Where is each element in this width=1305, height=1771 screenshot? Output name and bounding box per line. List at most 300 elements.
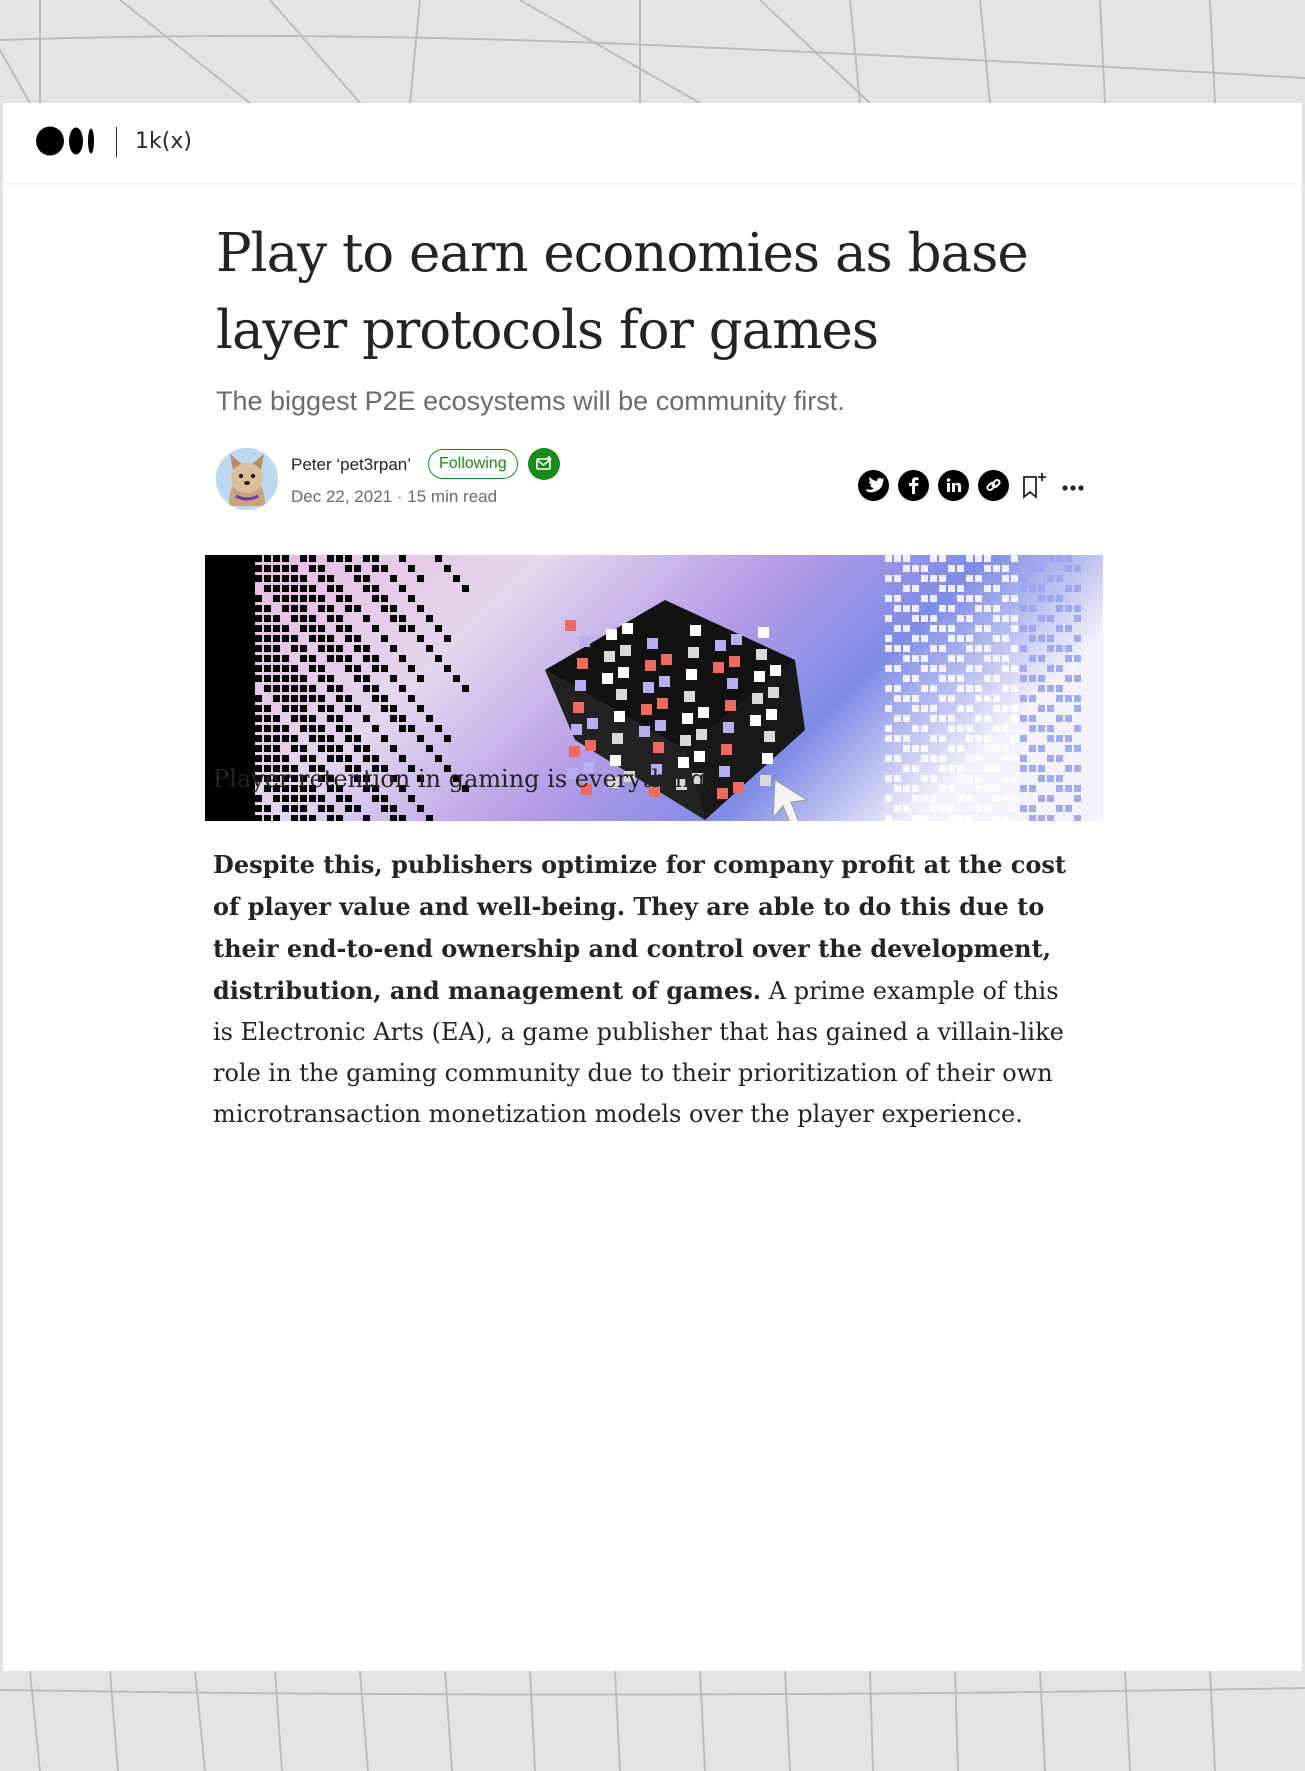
pixel-block xyxy=(273,685,280,692)
pixel-block xyxy=(1056,595,1063,602)
cube-pixel xyxy=(684,691,695,702)
pixel-block xyxy=(930,555,937,562)
pixel-block xyxy=(1065,565,1072,572)
medium-logo-icon[interactable] xyxy=(36,126,102,156)
pixel-block xyxy=(354,745,361,752)
pixel-block xyxy=(336,585,343,592)
pixel-block xyxy=(903,715,910,722)
pixel-block xyxy=(894,695,901,702)
pixel-block xyxy=(327,735,334,742)
pixel-block xyxy=(1038,725,1045,732)
pixel-block xyxy=(336,555,343,562)
pixel-block xyxy=(939,735,946,742)
pixel-block xyxy=(1011,555,1018,562)
pixel-block xyxy=(381,665,388,672)
cube-pixel xyxy=(571,724,582,735)
pixel-block xyxy=(309,565,316,572)
pixel-block xyxy=(966,815,973,821)
pixel-block xyxy=(1056,555,1063,562)
pixel-block xyxy=(1020,625,1027,632)
pixel-block xyxy=(1011,595,1018,602)
pixel-block xyxy=(273,725,280,732)
pixel-block xyxy=(957,565,964,572)
pixel-block xyxy=(939,575,946,582)
pixel-block xyxy=(1038,565,1045,572)
pixel-block xyxy=(948,805,955,812)
pixel-block xyxy=(390,675,397,682)
pixel-block xyxy=(255,745,262,752)
pixel-block xyxy=(894,735,901,742)
cube-pixel xyxy=(723,722,734,733)
pixel-block xyxy=(1011,685,1018,692)
pixel-block xyxy=(1047,725,1054,732)
pixel-block xyxy=(1011,625,1018,632)
facebook-icon[interactable] xyxy=(898,470,929,501)
pixel-block xyxy=(885,615,892,622)
pixel-block xyxy=(948,605,955,612)
pixel-block xyxy=(327,685,334,692)
pixel-block xyxy=(993,655,1000,662)
pixel-block xyxy=(1074,615,1081,622)
pixel-block xyxy=(390,815,397,821)
pixel-block xyxy=(264,675,271,682)
pixel-block xyxy=(255,615,262,622)
pixel-block xyxy=(291,595,298,602)
cube-pixel xyxy=(715,640,726,651)
pixel-block xyxy=(939,645,946,652)
pixel-block xyxy=(372,725,379,732)
pixel-block xyxy=(1038,615,1045,622)
pixel-block xyxy=(966,555,973,562)
pixel-block xyxy=(894,575,901,582)
pixel-block xyxy=(336,695,343,702)
pixel-block xyxy=(417,705,424,712)
pixel-block xyxy=(408,595,415,602)
cube-pixel xyxy=(727,678,738,689)
pixel-block xyxy=(930,715,937,722)
pixel-block xyxy=(309,555,316,562)
pixel-block xyxy=(345,735,352,742)
twitter-icon[interactable] xyxy=(858,470,889,501)
pixel-block xyxy=(426,615,433,622)
pixel-block xyxy=(309,715,316,722)
pixel-block xyxy=(921,635,928,642)
pixel-block xyxy=(894,685,901,692)
pixel-block xyxy=(318,725,325,732)
pixel-block xyxy=(282,555,289,562)
avatar[interactable] xyxy=(216,448,278,510)
pixel-block xyxy=(957,635,964,642)
pixel-block xyxy=(1056,685,1063,692)
pixel-block xyxy=(1074,565,1081,572)
pixel-block xyxy=(273,815,280,821)
paragraph-1: Player retention in gaming is everything. xyxy=(213,765,713,793)
pixel-block xyxy=(273,655,280,662)
pixel-block xyxy=(993,635,1000,642)
pixel-block xyxy=(300,655,307,662)
pixel-block xyxy=(282,695,289,702)
pixel-block xyxy=(894,625,901,632)
pixel-block xyxy=(291,565,298,572)
pixel-block xyxy=(255,665,262,672)
pixel-block xyxy=(363,615,370,622)
pixel-block xyxy=(435,725,442,732)
pixel-block xyxy=(975,695,982,702)
pixel-block xyxy=(291,615,298,622)
pixel-block xyxy=(372,565,379,572)
cube-pixel xyxy=(682,713,693,724)
pixel-block xyxy=(903,695,910,702)
pixel-block xyxy=(345,655,352,662)
pixel-block xyxy=(1047,575,1054,582)
pixel-block xyxy=(264,805,271,812)
more-options-icon[interactable] xyxy=(1061,484,1085,492)
pixel-block xyxy=(1056,665,1063,672)
pixel-block xyxy=(1065,605,1072,612)
pixel-block xyxy=(417,675,424,682)
mail-plus-icon xyxy=(528,448,560,480)
pixel-block xyxy=(363,715,370,722)
pixel-block xyxy=(993,615,1000,622)
pixel-block xyxy=(1074,605,1081,612)
cube-pixel xyxy=(645,660,656,671)
pixel-block xyxy=(1038,635,1045,642)
pixel-block xyxy=(273,555,280,562)
pixel-block xyxy=(939,585,946,592)
article-meta xyxy=(291,487,497,507)
pixel-block xyxy=(300,725,307,732)
cube-pixel xyxy=(686,669,697,680)
pixel-block xyxy=(309,695,316,702)
pixel-block xyxy=(408,625,415,632)
pixel-block xyxy=(903,645,910,652)
pixel-block xyxy=(912,635,919,642)
pixel-block xyxy=(1047,555,1054,562)
pixel-block xyxy=(966,735,973,742)
pixel-block xyxy=(417,735,424,742)
pixel-block xyxy=(885,725,892,732)
pixel-block xyxy=(966,705,973,712)
cube-pixel xyxy=(752,693,763,704)
pixel-block xyxy=(255,625,262,632)
pixel-block xyxy=(975,575,982,582)
pixel-block xyxy=(264,725,271,732)
cube-pixel xyxy=(653,742,664,753)
pixel-block xyxy=(354,565,361,572)
pixel-block xyxy=(975,735,982,742)
pixel-block xyxy=(282,625,289,632)
pixel-block xyxy=(1029,625,1036,632)
link-icon[interactable] xyxy=(978,470,1009,501)
pixel-block xyxy=(993,745,1000,752)
pixel-block xyxy=(255,805,262,812)
pixel-block xyxy=(273,575,280,582)
pixel-block xyxy=(399,625,406,632)
pixel-block xyxy=(399,715,406,722)
cube-pixel xyxy=(639,726,650,737)
pixel-block xyxy=(975,605,982,612)
cube-pixel xyxy=(647,638,658,649)
pixel-block xyxy=(894,555,901,562)
pixel-block xyxy=(408,665,415,672)
pixel-block xyxy=(1011,645,1018,652)
pixel-block xyxy=(264,685,271,692)
pixel-block xyxy=(318,745,325,752)
pixel-block xyxy=(930,705,937,712)
pixel-block xyxy=(966,595,973,602)
pixel-block xyxy=(327,815,334,821)
linkedin-icon[interactable] xyxy=(938,470,969,501)
pixel-block xyxy=(264,715,271,722)
pixel-block xyxy=(966,665,973,672)
pixel-block xyxy=(390,805,397,812)
pixel-block xyxy=(939,625,946,632)
pixel-block xyxy=(1065,805,1072,812)
cube-pixel xyxy=(770,665,781,676)
pixel-block xyxy=(453,675,460,682)
pixel-block xyxy=(921,575,928,582)
pixel-block xyxy=(912,815,919,821)
pixel-block xyxy=(1056,735,1063,742)
pixel-block xyxy=(1065,695,1072,702)
pixel-block xyxy=(318,665,325,672)
article-subtitle: The biggest P2E ecosystems will be community first. xyxy=(216,386,845,416)
pixel-block xyxy=(1056,625,1063,632)
pixel-block xyxy=(903,735,910,742)
pixel-block xyxy=(291,605,298,612)
pixel-block xyxy=(363,655,370,662)
pixel-block xyxy=(1002,745,1009,752)
cube-pixel xyxy=(764,731,775,742)
pixel-block xyxy=(309,725,316,732)
pixel-block xyxy=(255,595,262,602)
pixel-block xyxy=(984,645,991,652)
pixel-block xyxy=(948,565,955,572)
pixel-block xyxy=(975,805,982,812)
pixel-block xyxy=(336,745,343,752)
cube-pixel xyxy=(725,700,736,711)
pixel-block xyxy=(1074,705,1081,712)
pixel-block xyxy=(1011,805,1018,812)
pixel-block xyxy=(939,555,946,562)
pixel-block xyxy=(993,605,1000,612)
pixel-block xyxy=(381,635,388,642)
cube-pixel xyxy=(768,687,779,698)
pixel-block xyxy=(291,575,298,582)
pixel-block xyxy=(390,745,397,752)
pixel-block xyxy=(1002,655,1009,662)
pixel-block xyxy=(984,605,991,612)
pixel-block xyxy=(426,745,433,752)
publication-name[interactable]: 1k(x) xyxy=(135,129,192,154)
pixel-block xyxy=(273,635,280,642)
pixel-block xyxy=(291,635,298,642)
pixel-block xyxy=(912,705,919,712)
pixel-block xyxy=(1047,735,1054,742)
pixel-block xyxy=(354,705,361,712)
pixel-block xyxy=(1074,745,1081,752)
pixel-block xyxy=(894,605,901,612)
pixel-block xyxy=(354,635,361,642)
pixel-block xyxy=(1002,615,1009,622)
pixel-block xyxy=(435,655,442,662)
pixel-block xyxy=(372,695,379,702)
pixel-block xyxy=(417,575,424,582)
pixel-block xyxy=(300,685,307,692)
pixel-block xyxy=(885,705,892,712)
pixel-block xyxy=(354,605,361,612)
pixel-block xyxy=(1056,575,1063,582)
pixel-block xyxy=(993,725,1000,732)
pixel-block xyxy=(1038,815,1045,821)
pixel-block xyxy=(948,635,955,642)
pixel-block xyxy=(291,585,298,592)
pixel-block xyxy=(291,675,298,682)
pixel-block xyxy=(1002,815,1009,821)
pixel-block xyxy=(426,715,433,722)
pixel-block xyxy=(336,595,343,602)
pixel-block xyxy=(264,745,271,752)
pixel-block xyxy=(885,665,892,672)
pixel-block xyxy=(1002,685,1009,692)
pixel-block xyxy=(300,805,307,812)
pixel-block xyxy=(1065,745,1072,752)
pixel-block xyxy=(363,555,370,562)
pixel-block xyxy=(309,665,316,672)
pixel-block xyxy=(921,595,928,602)
pixel-block xyxy=(318,605,325,612)
pixel-block xyxy=(282,595,289,602)
pixel-block xyxy=(1029,725,1036,732)
pixel-block xyxy=(309,585,316,592)
pixel-block xyxy=(255,555,262,562)
pixel-block xyxy=(291,645,298,652)
cube-pixel xyxy=(604,651,615,662)
pixel-block xyxy=(948,655,955,662)
cube-pixel xyxy=(569,746,580,757)
pixel-block xyxy=(291,695,298,702)
pixel-block xyxy=(255,735,262,742)
pixel-block xyxy=(984,675,991,682)
pixel-block xyxy=(309,625,316,632)
pixel-block xyxy=(1029,565,1036,572)
cube-pixel xyxy=(579,636,590,647)
pixel-block xyxy=(327,575,334,582)
pixel-block xyxy=(381,595,388,602)
pixel-block xyxy=(372,665,379,672)
pixel-block xyxy=(930,625,937,632)
following-button[interactable]: Following xyxy=(428,449,518,479)
author-name[interactable]: Peter ‘pet3rpan’ xyxy=(291,455,412,474)
pixel-block xyxy=(1065,655,1072,662)
pixel-block xyxy=(327,655,334,662)
pixel-block xyxy=(372,625,379,632)
pixel-block xyxy=(273,625,280,632)
pixel-block xyxy=(930,735,937,742)
pixel-block xyxy=(1065,585,1072,592)
pixel-block xyxy=(984,735,991,742)
pixel-block xyxy=(435,555,442,562)
pixel-block xyxy=(444,735,451,742)
pixel-block xyxy=(291,685,298,692)
pixel-block xyxy=(273,595,280,602)
pixel-block xyxy=(291,745,298,752)
pixel-block xyxy=(318,625,325,632)
pixel-block xyxy=(1047,665,1054,672)
pixel-block xyxy=(399,725,406,732)
pixel-block xyxy=(264,735,271,742)
bookmark-add-icon[interactable] xyxy=(1021,472,1047,500)
pixel-block xyxy=(1020,805,1027,812)
pixel-block xyxy=(282,675,289,682)
pixel-block xyxy=(345,725,352,732)
pixel-block xyxy=(921,615,928,622)
cube-pixel xyxy=(618,667,629,678)
pixel-block xyxy=(903,655,910,662)
pixel-block xyxy=(1011,715,1018,722)
pixel-block xyxy=(390,615,397,622)
pixel-block xyxy=(984,695,991,702)
cube-pixel xyxy=(766,709,777,720)
pixel-block xyxy=(399,655,406,662)
cube-pixel xyxy=(577,658,588,669)
pixel-block xyxy=(336,615,343,622)
pixel-block xyxy=(282,635,289,642)
pixel-block xyxy=(273,715,280,722)
subscribe-button[interactable] xyxy=(528,448,560,480)
cube-pixel xyxy=(573,702,584,713)
pixel-block xyxy=(1002,705,1009,712)
pixel-block xyxy=(993,695,1000,702)
pixel-block xyxy=(327,635,334,642)
cube-pixel xyxy=(756,649,767,660)
pixel-block xyxy=(1020,675,1027,682)
pixel-block xyxy=(327,675,334,682)
pixel-block xyxy=(300,585,307,592)
pixel-block xyxy=(894,805,901,812)
pixel-block xyxy=(1065,715,1072,722)
pixel-block xyxy=(1029,805,1036,812)
pixel-block xyxy=(966,685,973,692)
pixel-block xyxy=(255,675,262,682)
pixel-block xyxy=(975,555,982,562)
pixel-block xyxy=(957,725,964,732)
pixel-block xyxy=(1065,645,1072,652)
paragraph-2 xyxy=(213,844,1083,1135)
pixel-block xyxy=(930,685,937,692)
pixel-block xyxy=(1065,675,1072,682)
pixel-block xyxy=(291,815,298,821)
pixel-block xyxy=(1065,735,1072,742)
cube-pixel xyxy=(612,733,623,744)
cube-pixel xyxy=(721,744,732,755)
pixel-block xyxy=(912,725,919,732)
pixel-block xyxy=(912,565,919,572)
pixel-block xyxy=(381,805,388,812)
pixel-block xyxy=(993,815,1000,821)
pixel-block xyxy=(1038,655,1045,662)
pixel-block xyxy=(1038,745,1045,752)
pixel-block xyxy=(984,805,991,812)
pixel-block xyxy=(309,735,316,742)
cube-pixel xyxy=(565,620,576,631)
pixel-block xyxy=(273,695,280,702)
pixel-block xyxy=(444,565,451,572)
pixel-block xyxy=(1020,605,1027,612)
pixel-block xyxy=(273,665,280,672)
pixel-block xyxy=(921,685,928,692)
pixel-block xyxy=(939,605,946,612)
